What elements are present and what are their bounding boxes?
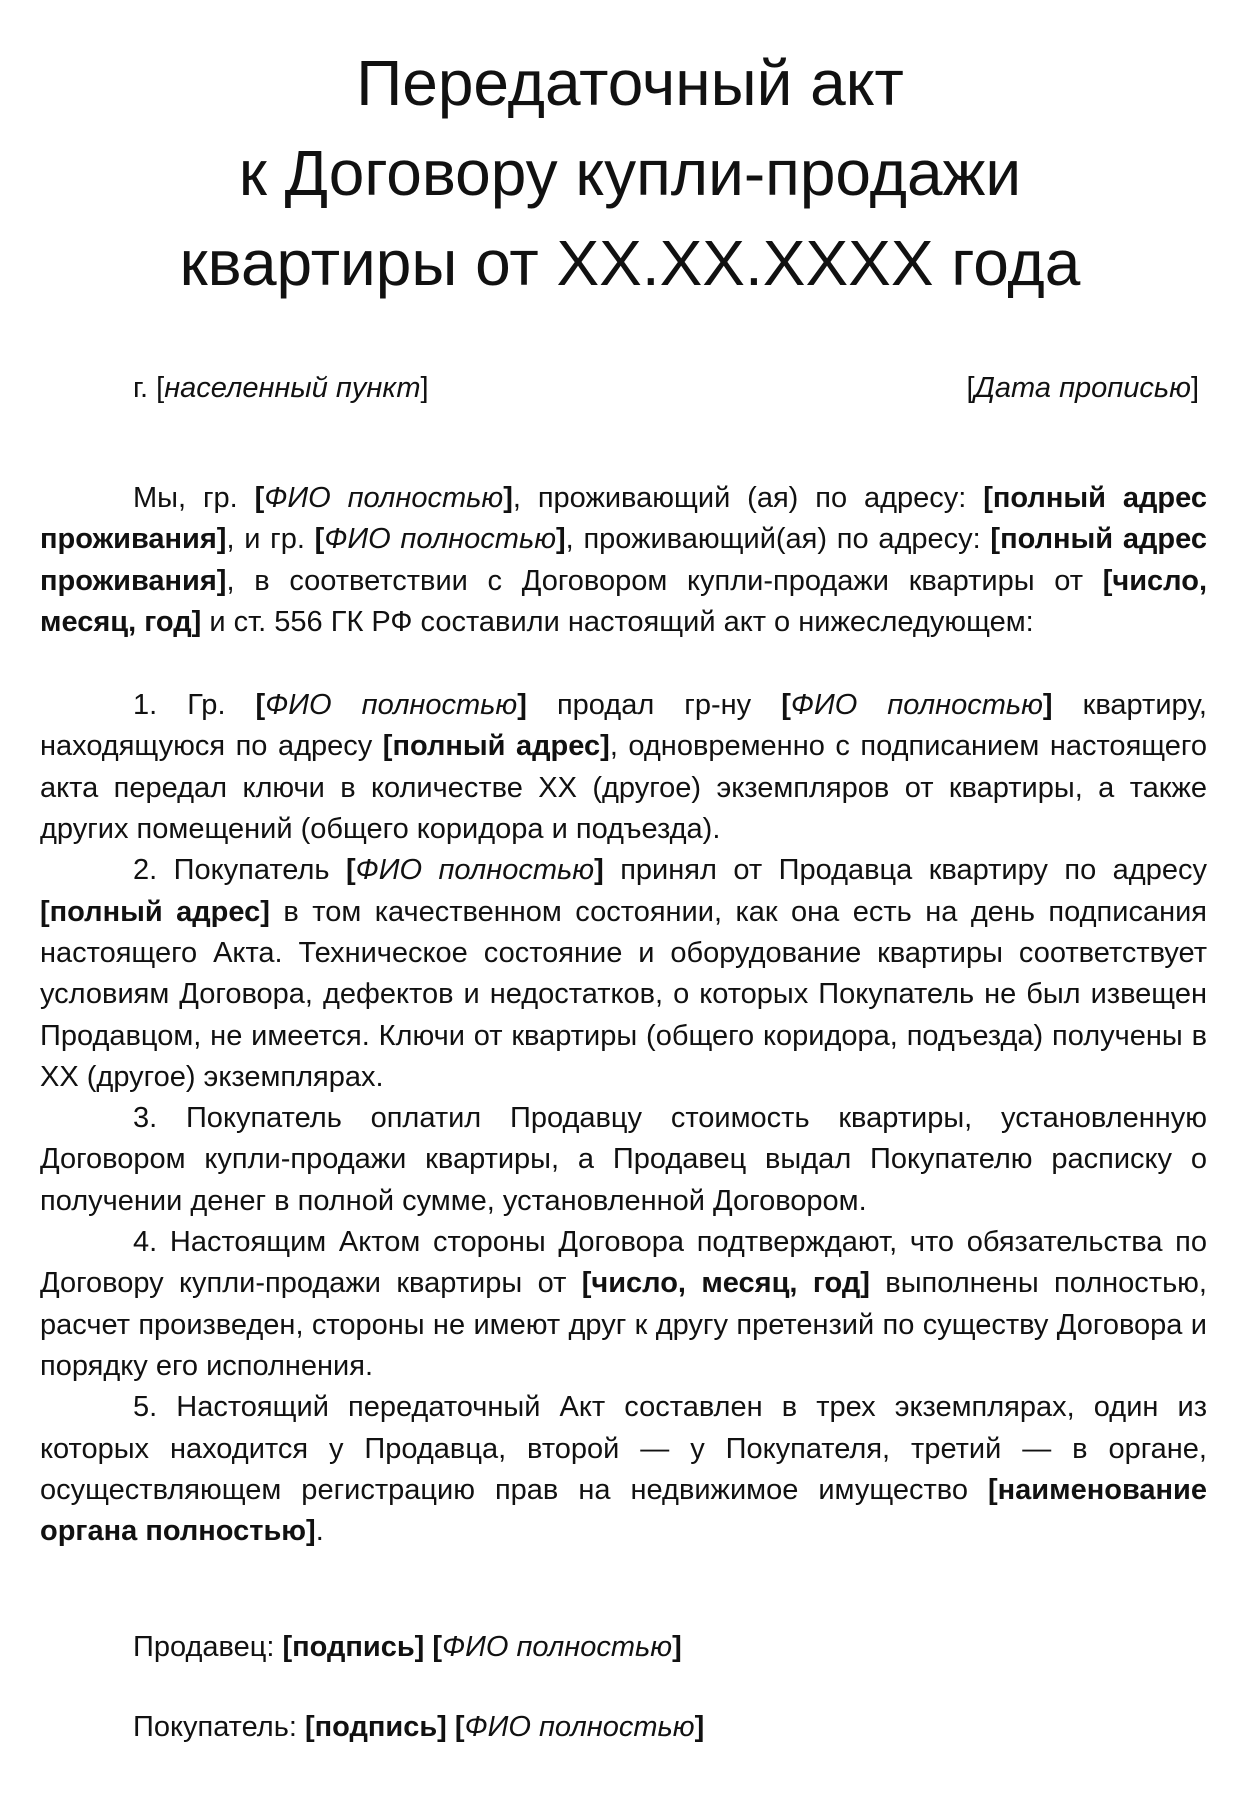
city-field: г. [населенный пункт]	[133, 372, 429, 404]
seller-signature-line: Продавец: [подпись] [ФИО полностью]	[133, 1631, 682, 1663]
clause-3: 3. Покупатель оплатил Продавцу стоимость квартиры, установленную Договором купли-продажи квартиры, а Продавец выдал Покупателю расписку о получении денег в полной сумме, установленной Договором.	[40, 1102, 1207, 1217]
date-placeholder: Дата прописью	[974, 372, 1191, 404]
date-field: [Дата прописью]	[966, 372, 1199, 404]
document-body	[40, 478, 1207, 1552]
title-line-2: к Договору купли-продажи	[238, 137, 1022, 209]
title-line-1: Передаточный акт	[356, 47, 904, 119]
city-placeholder: населенный пункт	[164, 372, 421, 404]
title-line-3: квартиры от XX.XX.XXXX года	[179, 227, 1081, 299]
buyer-signature-line: Покупатель: [подпись] [ФИО полностью]	[133, 1711, 705, 1743]
seller-name-placeholder: ФИО полностью	[442, 1631, 673, 1663]
clause-2: 2. Покупатель [ФИО полностью] принял от Продавца квартиру по адресу [полный адрес] в том качественном состоянии, как она есть на день подписания настоящего Акта. Техническое состояние и оборудование квартиры соответствует условиям Договора, дефектов и недостатков, о которых Покупатель не был извещен Продавцом, не имеется. Ключи от квартиры (общего коридора, подъезда) получены в XX (другое) экземплярах.	[40, 854, 1207, 1093]
buyer-sign-placeholder: [подпись]	[304, 1711, 447, 1743]
seller-sign-placeholder: [подпись]	[282, 1631, 425, 1663]
clause-1: 1. Гр. [ФИО полностью] продал гр-ну [ФИО полностью] квартиру, находящуюся по адресу [полный адрес], одновременно с подписанием настоящего акта передал ключи в количестве XX (другое) экземпляров от квартиры, а также других помещений (общего коридора и подъезда).	[40, 689, 1208, 846]
clause-5: 5. Настоящий передаточный Акт составлен в трех экземплярах, один из которых находится у Продавца, второй — у Покупателя, третий — в органе, осуществляющем регистрацию прав на недвижимое имущество [наименование органа полностью].	[40, 1391, 1207, 1548]
buyer-name-placeholder: ФИО полностью	[464, 1711, 695, 1743]
document-title	[0, 38, 1260, 308]
intro-paragraph: Мы, гр. [ФИО полностью], проживающий (ая) по адресу: [полный адрес проживания], и гр. [ФИО полностью], проживающий(ая) по адресу: [полный адрес проживания], в соответствии с Договором купли-продажи квартиры от [число, месяц, год] и ст. 556 ГК РФ составили настоящий акт о нижеследующем:	[40, 482, 1207, 638]
clause-4: 4. Настоящим Актом стороны Договора подтверждают, что обязательства по Договору купли-продажи квартиры от [число, месяц, год] выполнены полностью, расчет произведен, стороны не имеют друг к другу претензий по существу Договора и порядку его исполнения.	[40, 1226, 1207, 1382]
